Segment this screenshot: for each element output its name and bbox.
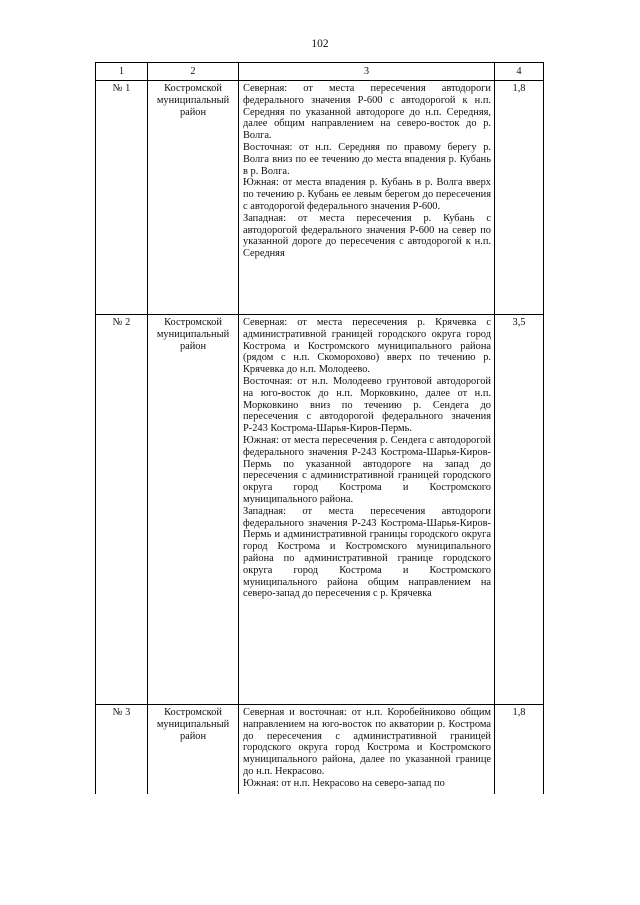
- row-number: № 3: [96, 705, 148, 794]
- row-number: № 1: [96, 81, 148, 315]
- boundary-paragraph: Западная: от места пересечения автодороги федерального значения Р-243 Кострома-Шарья-Киров-Пермь и административной границы городского округа город Кострома и Костромского муниципального района по административной границе городского округа город Кострома и Костромского муниципального района общим направлением на северо-запад до пересечения с р. Крячевка: [243, 505, 491, 600]
- table-header-row: [96, 63, 544, 81]
- boundary-paragraph: Восточная: от н.п. Молодеево грунтовой автодорогой на юго-восток до н.п. Морковкино, далее от н.п. Морковкино вниз по течению р. Сендега до пересечения с автодорогой федерального значения Р-243 Кострома-Шарья-Киров-Пермь.: [243, 375, 491, 435]
- page-number: 102: [311, 38, 329, 50]
- boundary-paragraph: Северная: от места пересечения р. Крячевка с административной границей городского округа город Кострома и Костромского муниципального района (рядом с н.п. Скоморохово) вверх по течению р. Крячевка до н.п. Молодеево.: [243, 317, 491, 376]
- boundary-paragraph: Западная: от места пересечения р. Кубань с автодорогой федерального значения Р-600 на север по указанной дороге до пересечения с автодорогой к н.п. Середняя: [243, 212, 491, 260]
- boundary-paragraph: Южная: от н.п. Некрасово на северо-запад по: [243, 777, 445, 789]
- boundary-description: [239, 315, 495, 705]
- table-row: [96, 315, 544, 705]
- boundary-paragraph: Южная: от места пересечения р. Сендега с автодорогой федерального значения Р-243 Кострома-Шарья-Киров-Пермь по указанной автодороге на запад до пересечения с административной границей городского округа город Кострома и Костромского муниципального района.: [243, 434, 491, 505]
- column-header: 2: [148, 63, 239, 81]
- district-name: Костромской муниципальный район: [148, 315, 239, 705]
- boundary-paragraph: Восточная: от н.п. Середняя по правому берегу р. Волга вниз по ее течению до места впадения р. Кубань в р. Волга.: [243, 141, 491, 177]
- boundary-paragraph: Южная: от места впадения р. Кубань в р. Волга вверх по течению р. Кубань ее левым берегом до пересечения с автодорогой федерального значения Р-600.: [243, 177, 491, 212]
- value-cell: 1,8: [495, 81, 544, 315]
- row-number: № 2: [96, 315, 148, 705]
- boundary-description: [239, 81, 495, 315]
- value-cell: 1,8: [495, 705, 544, 794]
- zones-table: [95, 62, 544, 794]
- boundary-paragraph: Северная и восточная: от н.п. Коробейниково общим направлением на юго-восток по акватории р. Кострома до пересечения с административной границей городского округа город Кострома и Костромского муниципального района, далее по указанной границе до н.п. Некрасово.: [243, 707, 491, 777]
- value-cell: 3,5: [495, 315, 544, 705]
- district-name: Костромской муниципальный район: [148, 81, 239, 315]
- district-name: Костромской муниципальный район: [148, 705, 239, 794]
- column-header: 1: [96, 63, 148, 81]
- table-row: [96, 705, 544, 794]
- column-header: 4: [495, 63, 544, 81]
- boundary-description: [239, 705, 495, 794]
- table-row: [96, 81, 544, 315]
- column-header: 3: [239, 63, 495, 81]
- boundary-paragraph: Северная: от места пересечения автодороги федерального значения Р-600 с автодорогой к н.п. Середняя по указанной автодороге до н.п. Середняя, далее общим направлением на северо-восток до р. Волга.: [243, 83, 491, 142]
